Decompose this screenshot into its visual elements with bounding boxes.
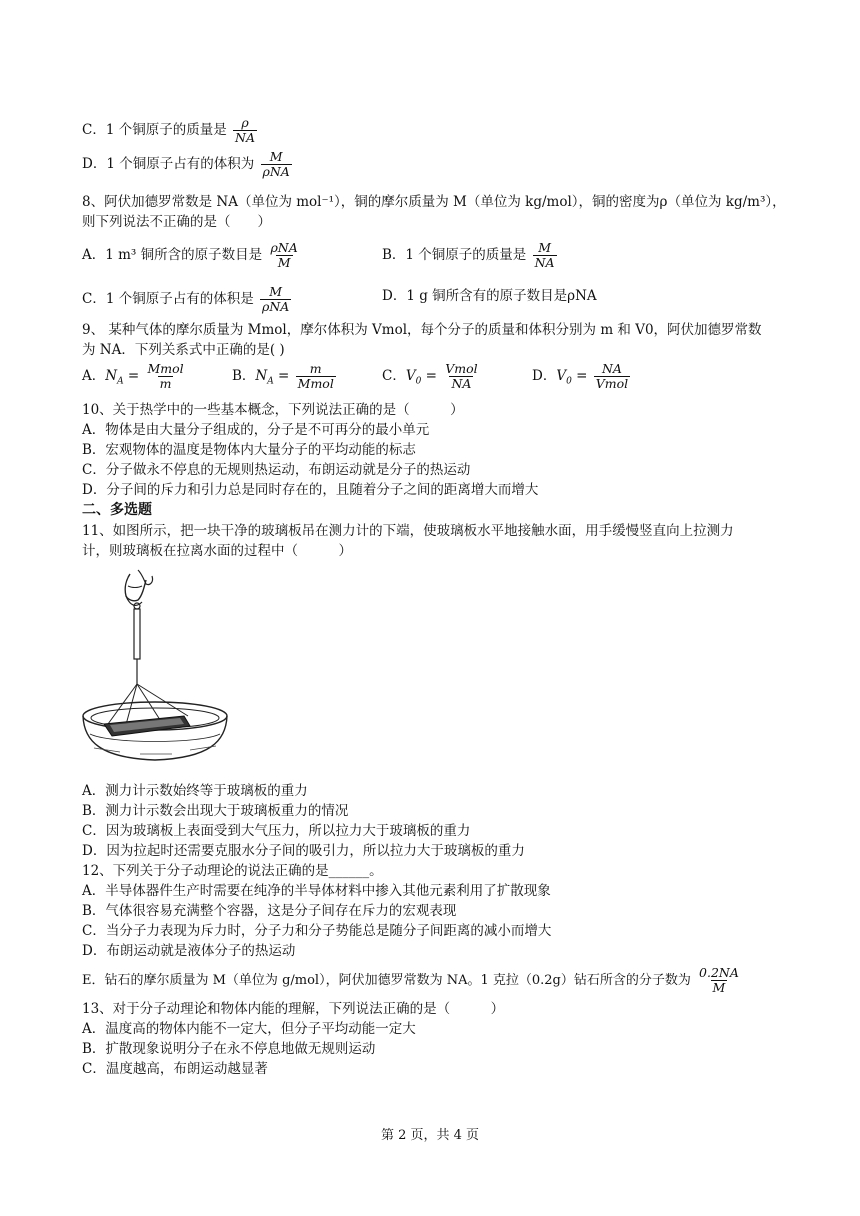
q10-option-c: C．分子做永不停息的无规则热运动，布朗运动就是分子的热运动 bbox=[82, 462, 471, 478]
question-9-stem: 9、 某种气体的摩尔质量为 Mmol，摩尔体积为 Vmol，每个分子的质量和体积分别为 m 和 V0，阿伏加德罗常数 bbox=[82, 322, 762, 338]
q10-option-a: A．物体是由大量分子组成的，分子是不可再分的最小单元 bbox=[82, 422, 430, 438]
question-8-stem: 8、阿伏加德罗常数是 NA（单位为 mol⁻¹），铜的摩尔质量为 M（单位为 kg/mol），铜的密度为ρ（单位为 kg/m³）， bbox=[82, 194, 786, 210]
q11-option-c: C．因为玻璃板上表面受到大气压力，所以拉力大于玻璃板的重力 bbox=[82, 823, 471, 839]
fraction: $\frac{\text{Mmol}}{m}$ bbox=[147, 361, 184, 391]
q12-option-b: B．气体很容易充满整个容器，这是分子间存在斥力的宏观表现 bbox=[82, 903, 457, 919]
section-heading: 二、多选题 bbox=[82, 502, 152, 518]
q13-option-c: C．温度越高，布朗运动越显著 bbox=[82, 1061, 268, 1077]
fraction: $\frac{0.2NA}{M}$ bbox=[699, 965, 739, 995]
q12-option-a: A．半导体器件生产时需要在纯净的半导体材料中掺入其他元素利用了扩散现象 bbox=[82, 883, 551, 899]
fraction: $\frac{M}{NA}$ bbox=[534, 240, 555, 270]
question-12-stem: 12、下列关于分子动理论的说法正确的是______。 bbox=[82, 863, 383, 879]
q9-option-c: C．$V_0$ = $\frac{\text{Vmol}}{NA}$ bbox=[382, 361, 478, 391]
q13-option-a: A．温度高的物体内能不一定大，但分子平均动能一定大 bbox=[82, 1021, 416, 1037]
option-c-prev: C．1 个铜原子的质量是 $\frac{\rho}{NA}$ bbox=[82, 115, 255, 145]
q11-option-a: A．测力计示数始终等于玻璃板的重力 bbox=[82, 783, 308, 799]
q12-option-d: D．布朗运动就是液体分子的热运动 bbox=[82, 943, 296, 959]
question-11-stem: 11、如图所示，把一块干净的玻璃板吊在测力计的下端，使玻璃板水平地接触水面，用手缓慢竖直向上拉测力 bbox=[82, 523, 734, 539]
q9-option-d: D．$V_0$ = $\frac{NA}{\text{Vmol}}$ bbox=[532, 361, 629, 391]
q12-option-e: E．钻石的摩尔质量为 M（单位为 g/mol），阿伏加德罗常数为 NA。1 克拉（0.2g）钻石所含的分子数为 $\frac{0.2NA}{M}$ bbox=[82, 965, 739, 995]
fraction: $\frac{NA}{\text{Vmol}}$ bbox=[595, 361, 629, 391]
page-footer: 第 2 页，共 4 页 bbox=[380, 1128, 480, 1143]
fraction: $\frac{m}{\text{Mmol}}$ bbox=[297, 361, 334, 391]
q9-option-a: A．$N_A$ = $\frac{\text{Mmol}}{m}$ bbox=[82, 361, 184, 391]
q12-option-c: C．当分子力表现为斥力时，分子力和分子势能总是随分子间距离的减小而增大 bbox=[82, 923, 552, 939]
fraction: $\frac{\text{ρNA}}{M}$ bbox=[270, 240, 298, 270]
question-13-stem: 13、对于分子动理论和物体内能的理解，下列说法正确的是（ ） bbox=[82, 1001, 505, 1017]
fraction: $\frac{M}{\text{ρNA}}$ bbox=[262, 284, 290, 314]
q8-option-a: A．1 m³ 铜所含的原子数目是 $\frac{\text{ρNA}}{M}$ bbox=[82, 240, 298, 270]
q9-option-b: B．$N_A$ = $\frac{m}{\text{Mmol}}$ bbox=[232, 361, 334, 391]
q13-option-b: B．扩散现象说明分子在永不停息地做无规则运动 bbox=[82, 1041, 376, 1057]
question-11-stem-2: 计，则玻璃板在拉离水面的过程中（ ） bbox=[82, 543, 352, 559]
fraction: $\frac{\rho}{NA}$ bbox=[235, 115, 255, 145]
q8-option-c: C．1 个铜原子占有的体积是 $\frac{M}{\text{ρNA}}$ bbox=[82, 284, 290, 314]
q8-option-b: B．1 个铜原子的质量是 $\frac{M}{NA}$ bbox=[382, 240, 555, 270]
fraction: $\frac{M}{\text{ρNA}}$ bbox=[262, 149, 290, 179]
q8-option-d: D．1 g 铜所含有的原子数目是ρNA bbox=[382, 288, 597, 304]
option-d-prev: D．1 个铜原子占有的体积为 $\frac{M}{\text{ρNA}}$ bbox=[82, 149, 290, 179]
glass-plate-figure bbox=[80, 566, 230, 776]
q11-option-b: B．测力计示数会出现大于玻璃板重力的情况 bbox=[82, 803, 349, 819]
q11-option-d: D．因为拉起时还需要克服水分子间的吸引力，所以拉力大于玻璃板的重力 bbox=[82, 843, 525, 859]
question-10-stem: 10、关于热学中的一些基本概念，下列说法正确的是（ ） bbox=[82, 402, 464, 418]
q10-option-d: D．分子间的斥力和引力总是同时存在的，且随着分子之间的距离增大而增大 bbox=[82, 482, 539, 498]
q10-option-b: B．宏观物体的温度是物体内大量分子的平均动能的标志 bbox=[82, 442, 416, 458]
question-8-stem-2: 则下列说法不正确的是（ ） bbox=[82, 214, 271, 230]
question-9-stem-2: 为 NA．下列关系式中正确的是( ) bbox=[82, 342, 285, 358]
fraction: $\frac{\text{Vmol}}{NA}$ bbox=[445, 361, 478, 391]
